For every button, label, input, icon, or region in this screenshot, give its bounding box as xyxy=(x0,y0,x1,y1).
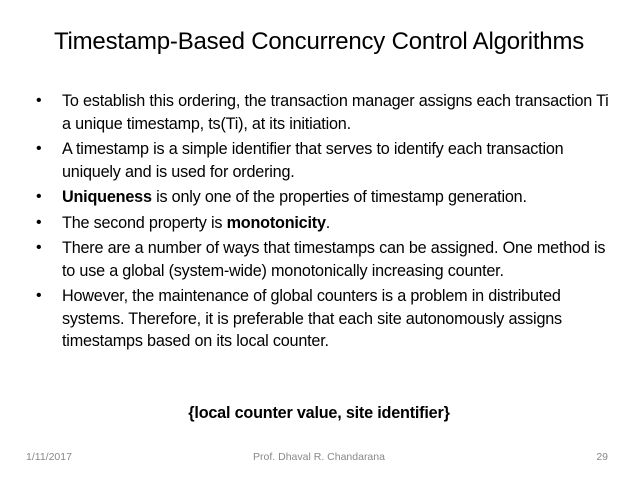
bullet-text: is only one of the properties of timestamp generation. xyxy=(151,188,527,206)
bullet-text: However, the maintenance of global counters is a problem in distributed systems. Therefore, it is preferable that each site autonomously assigns timestamps based on its local counter. xyxy=(62,287,562,350)
timestamp-format-line: {local counter value, site identifier} xyxy=(188,404,450,422)
bullet-text: There are a number of ways that timestamps can be assigned. One method is to use a global (system-wide) monotonically increasing counter. xyxy=(62,239,606,280)
bullet-text: A timestamp is a simple identifier that serves to identify each transaction uniquely and is used for ordering. xyxy=(62,140,564,181)
bullet-icon: • xyxy=(36,239,42,256)
bullet-item xyxy=(36,186,616,209)
bullet-icon: • xyxy=(36,188,42,205)
footer-author: Prof. Dhaval R. Chandarana xyxy=(253,451,385,463)
bullet-icon: • xyxy=(36,287,42,304)
bullet-icon: • xyxy=(36,140,42,157)
bullet-text: To establish this ordering, the transaction manager assigns each transaction Ti a unique timestamp, ts(Ti), at its initiation. xyxy=(62,92,609,133)
bullet-bold-term: monotonicity xyxy=(226,213,326,232)
bullet-item xyxy=(36,90,616,135)
bullet-item xyxy=(36,237,616,282)
bullet-icon: • xyxy=(36,92,42,109)
bullet-item xyxy=(36,138,616,183)
page-number: 29 xyxy=(596,451,608,463)
bullet-text-after: . xyxy=(325,213,331,232)
bullet-text: The second property is xyxy=(62,213,227,232)
footer-date: 1/11/2017 xyxy=(26,451,72,463)
bullet-item xyxy=(36,285,616,353)
bullet-list xyxy=(36,90,616,356)
bullet-bold-term: Uniqueness xyxy=(62,188,152,206)
bullet-icon: • xyxy=(36,213,42,231)
slide-title: Timestamp-Based Concurrency Control Algorithms xyxy=(53,28,585,55)
bullet-item xyxy=(36,212,616,235)
